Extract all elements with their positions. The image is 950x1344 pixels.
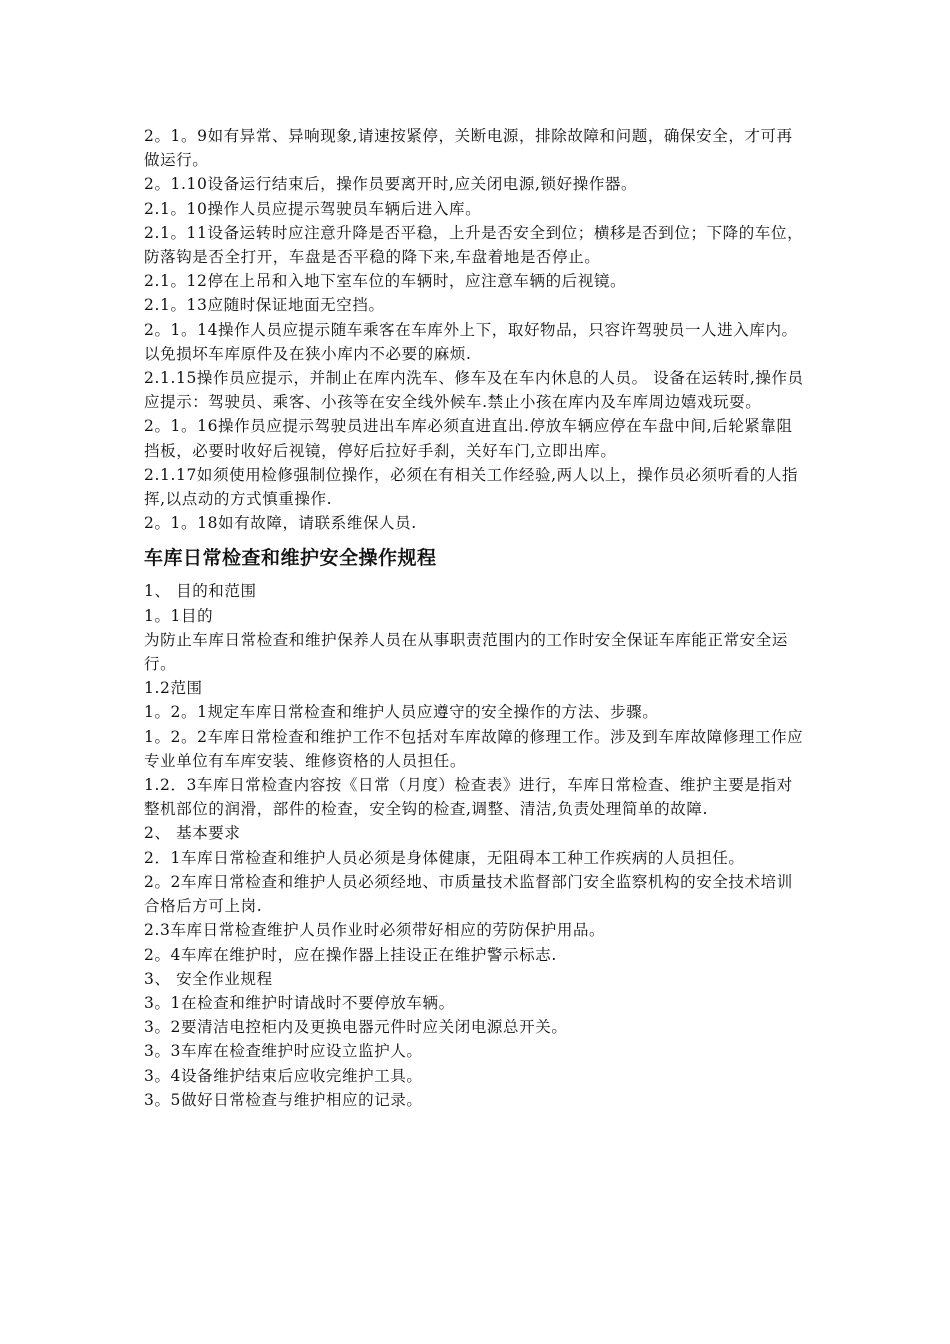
section-heading: 车库日常检查和维护安全操作规程	[144, 547, 437, 570]
paragraph: 3。3车库在检查维护时应设立监护人。	[144, 1042, 423, 1061]
paragraph: 3。5做好日常检查与维护相应的记录。	[144, 1090, 423, 1109]
paragraph: 3。4设备维护结束后应收完维护工具。	[144, 1066, 423, 1085]
paragraph: 2．1车库日常检查和维护人员必须是身体健康，无阻碍本工种工作疾病的人员担任。	[144, 848, 745, 867]
paragraph: 1。1目的	[144, 606, 214, 625]
paragraph: 1。2。2车库日常检查和维护工作不包括对车库故障的修理工作。涉及到车库故障修理工作应专业单位有车库安装、维修资格的人员担任。	[144, 727, 804, 770]
document-page	[144, 124, 808, 1112]
paragraph: 3。1在检查和维护时请战时不要停放车辆。	[144, 993, 455, 1012]
paragraph: 2、 基本要求	[144, 824, 241, 843]
paragraph: 1.2．3车库日常检查内容按《日常（月度）检查表》进行，车库日常检查、维护主要是指对整机部位的润滑，部件的检查，安全钩的检查,调整、清洁,负责处理简单的故障.	[144, 776, 793, 819]
paragraph: 2。1。18如有故障，请联系维保人员.	[144, 514, 417, 533]
paragraph: 2.1。12停在上吊和入地下室车位的车辆时，应注意车辆的后视镜。	[144, 272, 627, 291]
paragraph: 2。1。9如有异常、异响现象,请速按紧停，关断电源，排除故障和问题，确保安全，才可再做运行。	[144, 127, 793, 170]
section-operation-rules	[144, 124, 808, 535]
paragraph: 2.1。10操作人员应提示驾驶员车辆后进入库。	[144, 199, 482, 218]
paragraph: 1、 目的和范围	[144, 582, 257, 601]
paragraph: 2.3车库日常检查维护人员作业时必须带好相应的劳防保护用品。	[144, 921, 606, 940]
paragraph: 1.2范围	[144, 679, 203, 698]
paragraph: 2.1。11设备运转时应注意升降是否平稳，上升是否安全到位；横移是否到位；下降的车位，防落钩是否全打开，车盘是否平稳的降下来,车盘着地是否停止。	[144, 223, 804, 267]
paragraph: 2。4车库在维护时，应在操作器上挂设正在维护警示标志.	[144, 945, 557, 964]
paragraph: 2。1。14操作人员应提示随车乘客在车库外上下，取好物品，只容许驾驶员一人进入库内。以免损坏车库原件及在狭小库内不必要的麻烦.	[144, 320, 798, 363]
paragraph: 2。2车库日常检查和维护人员必须经地、市质量技术监督部门安全监察机构的安全技术培训合格后方可上岗.	[144, 872, 793, 916]
paragraph: 为防止车库日常检查和维护保养人员在从事职责范围内的工作时安全保证车库能正常安全运行。	[144, 630, 789, 674]
paragraph: 3。2要清洁电控柜内及更换电器元件时应关闭电源总开关。	[144, 1018, 568, 1037]
paragraph: 2。1。16操作员应提示驾驶员进出车库必须直进直出.停放车辆应停在车盘中间,后轮紧靠阻挡板，必要时收好后视镜，停好后拉好手刹，关好车门,立即出库。	[144, 417, 793, 460]
paragraph: 2.1.17如须使用检修强制位操作，必须在有相关工作经验,两人以上，操作员必须听看的人指挥,以点动的方式慎重操作.	[144, 465, 799, 509]
paragraph: 1。2。1规定车库日常检查和维护人员应遵守的安全操作的方法、步骤。	[144, 703, 659, 722]
paragraph: 2.1。13应随时保证地面无空挡。	[144, 296, 385, 315]
paragraph: 3、 安全作业规程	[144, 969, 273, 988]
paragraph: 2。1.10设备运行结束后，操作员要离开时,应关闭电源,锁好操作器。	[144, 175, 638, 194]
paragraph: 2.1.15操作员应提示，并制止在库内洗车、修车及在车内休息的人员。 设备在运转时,操作员应提示：驾驶员、乘客、小孩等在安全线外候车.禁止小孩在库内及车库周边嬉戏玩耍。	[144, 369, 804, 412]
section-inspection-maintenance	[144, 579, 808, 1111]
